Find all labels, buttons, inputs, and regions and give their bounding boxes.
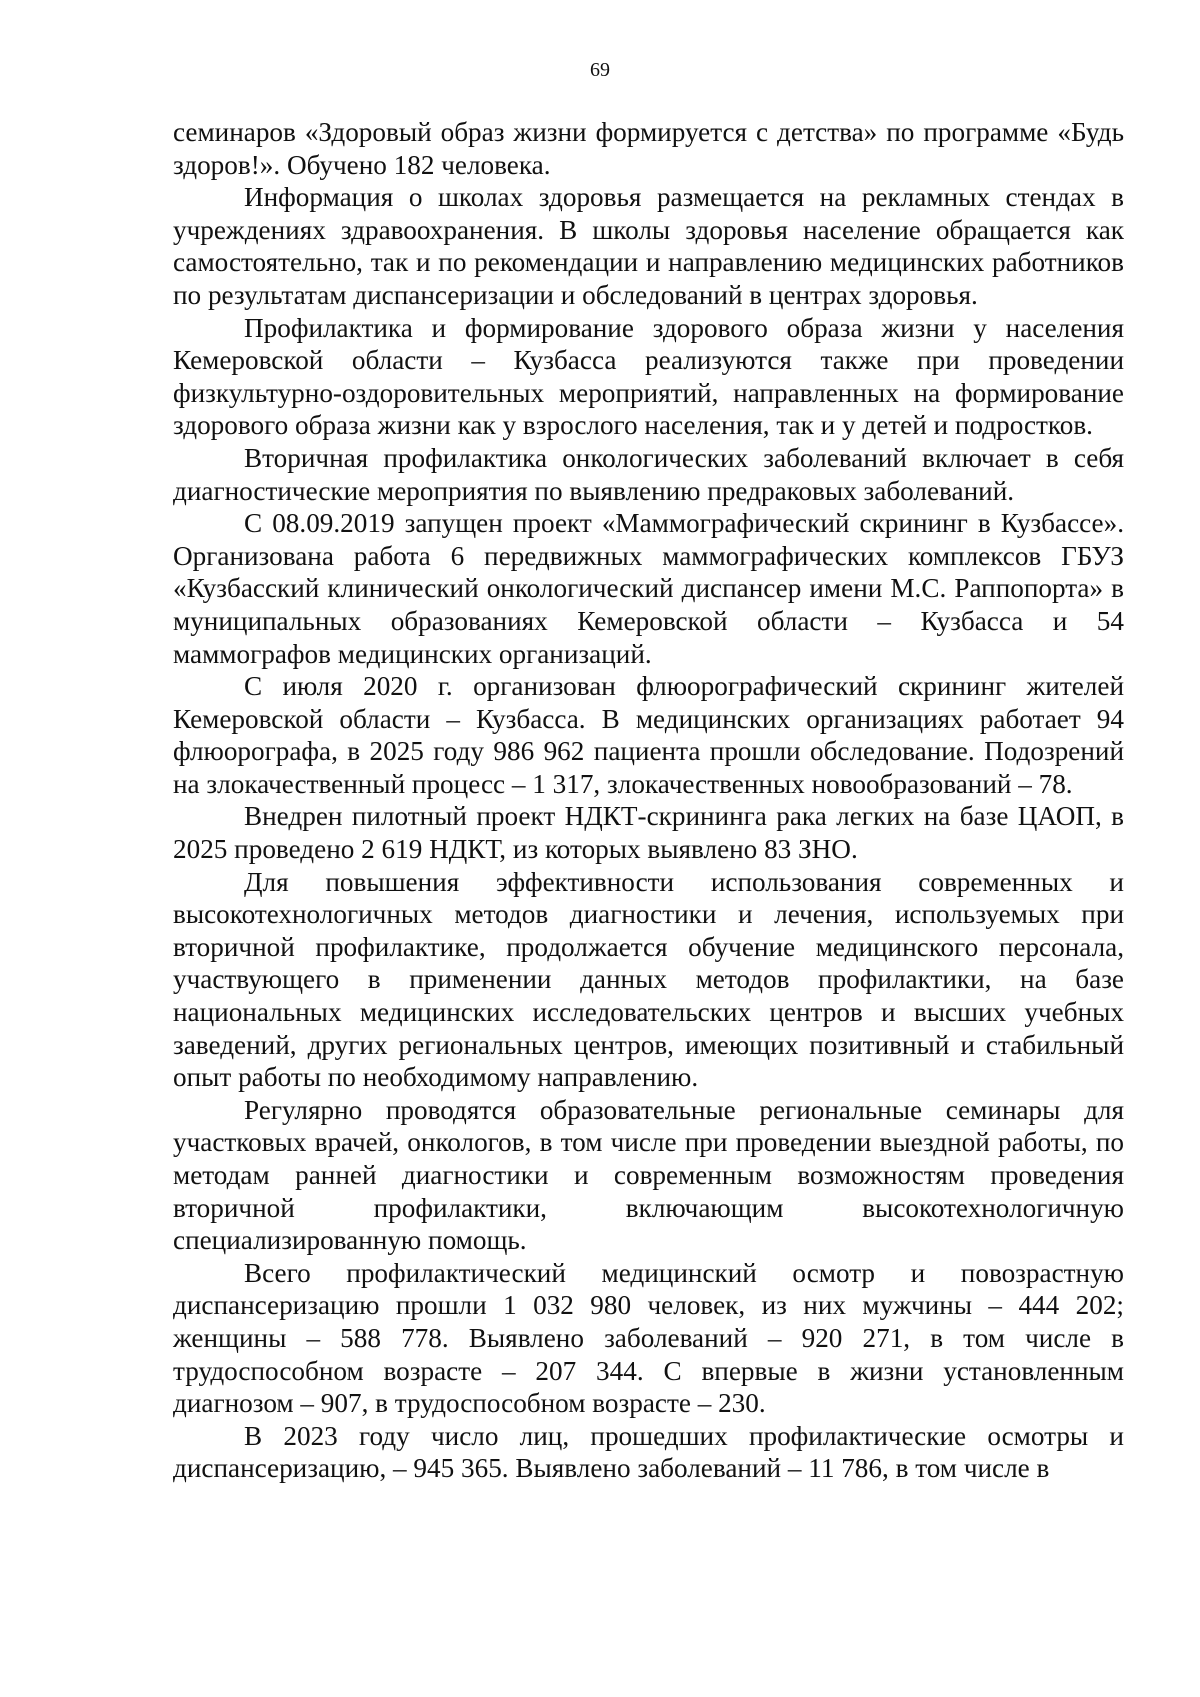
- paragraph-health-schools-info: Информация о школах здоровья размещается на рекламных стендах в учреждениях здравоохранения. В школы здоровья население обращается как самостоятельно, так и по рекомендации и направлению медицинских работников по результатам диспансеризации и обследований в центрах здоровья.: [173, 182, 1124, 310]
- paragraph-fluorography-screening: С июля 2020 г. организован флюорографический скрининг жителей Кемеровской области – Кузбасса. В медицинских организациях работает 94 флюорографа, в 2025 году 986 962 пациента прошли обследование. Подозрений на злокачественный процесс – 1 317, злокачественных новообразований – 78.: [173, 671, 1124, 799]
- page-number: 69: [590, 59, 610, 81]
- paragraph-ldct-screening: Внедрен пилотный проект НДКТ-скрининга рака легких на базе ЦАОП, в 2025 проведено 2 619 НДКТ, из которых выявлено 83 ЗНО.: [173, 801, 1124, 865]
- paragraph-regional-seminars: Регулярно проводятся образовательные региональные семинары для участковых врачей, онкологов, в том числе при проведении выездной работы, по методам ранней диагностики и современным возможностям проведения вторичной профилактики, включающим высокотехнологичную специализированную помощь.: [173, 1094, 1124, 1256]
- paragraph-continuation: семинаров «Здоровый образ жизни формируется с детства» по программе «Будь здоров!». Обучено 182 человека.: [173, 117, 1124, 180]
- body-text: [173, 116, 1124, 1485]
- paragraph-prevention-activities: Профилактика и формирование здорового образа жизни у населения Кемеровской области – Кузбасса реализуются также при проведении физкультурно-оздоровительных мероприятий, направленных на формирование здорового образа жизни как у взрослого населения, так и у детей и подростков.: [173, 312, 1124, 441]
- paragraph-staff-training: Для повышения эффективности использования современных и высокотехнологичных методов диагностики и лечения, используемых при вторичной профилактике, продолжается обучение медицинского персонала, участвующего в применении данных методов профилактики, на базе национальных медицинских исследовательских центров и высших учебных заведений, других региональных центров, имеющих позитивный и стабильный опыт работы по необходимому направлению.: [173, 866, 1124, 1093]
- paragraph-2023-statistics: В 2023 году число лиц, прошедших профилактические осмотры и диспансеризацию, – 945 365. Выявлено заболеваний – 11 786, в том числе в: [173, 1420, 1124, 1484]
- paragraph-secondary-prevention: Вторичная профилактика онкологических заболеваний включает в себя диагностические мероприятия по выявлению предраковых заболеваний.: [173, 442, 1124, 506]
- paragraph-mammography-screening: С 08.09.2019 запущен проект «Маммографический скрининг в Кузбассе». Организована работа 6 передвижных маммографических комплексов ГБУЗ «Кузбасский клинический онкологический диспансер имени М.С. Раппопорта» в муниципальных образованиях Кемеровской области – Кузбасса и 54 маммографов медицинских организаций.: [173, 508, 1124, 669]
- paragraph-dispensarization-totals: Всего профилактический медицинский осмотр и повозрастную диспансеризацию прошли 1 032 980 человек, из них мужчины – 444 202; женщины – 588 778. Выявлено заболеваний – 920 271, в том числе в трудоспособном возрасте – 207 344. С впервые в жизни установленным диагнозом – 907, в трудоспособном возрасте – 230.: [173, 1257, 1124, 1419]
